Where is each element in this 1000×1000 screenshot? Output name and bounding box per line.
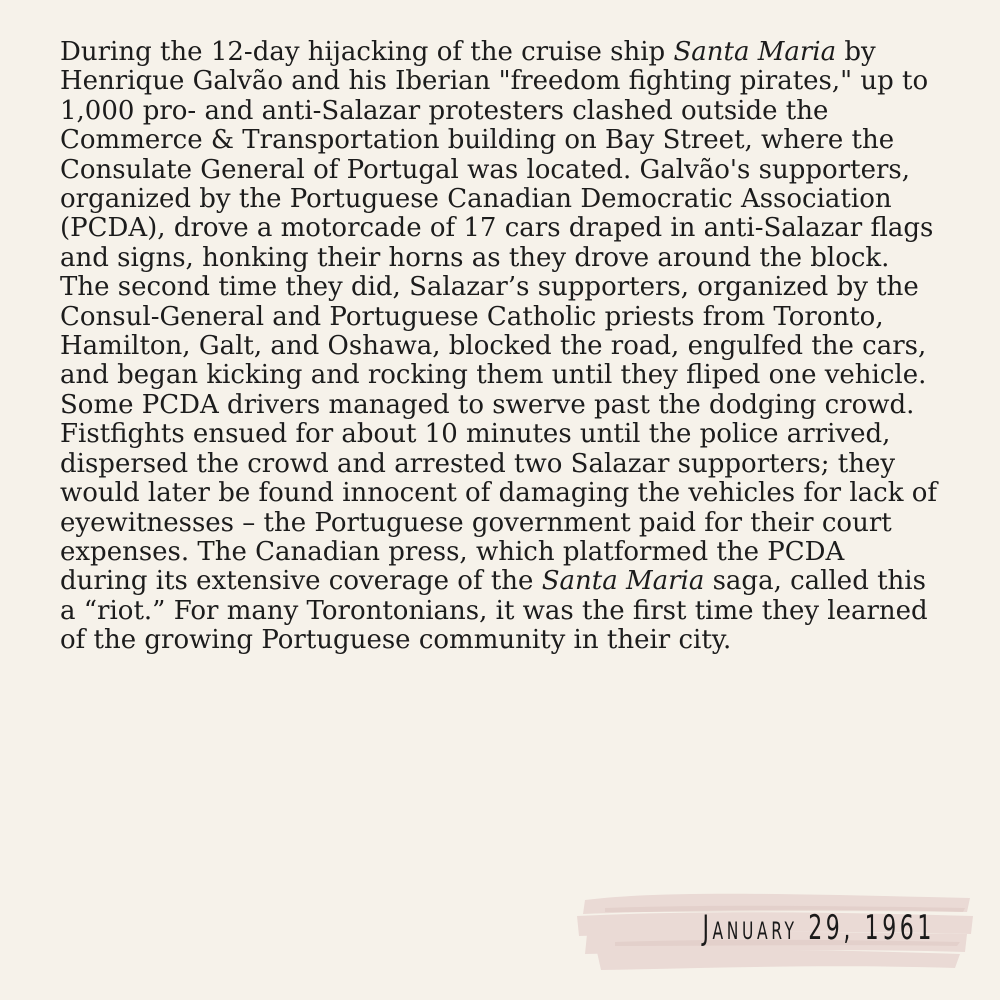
ship-name-2: Santa Maria [541, 566, 705, 597]
ship-name-1: Santa Maria [673, 37, 837, 67]
date-stamp [575, 882, 975, 982]
article-text-part-3: saga, called this a “riot.” For many Torontonians, it was the first time they learned of the growing Portuguese community in their city. [60, 566, 928, 656]
date-label: January 29, 1961 [702, 908, 935, 948]
article-text [60, 38, 940, 656]
article-text-part-2: by Henrique Galvão and his Iberian "freedom fighting pirates," up to 1,000 pro- and anti-Salazar protesters clashed outside the Commerce & Transportation building on Bay Street, where the Consulate General of Portugal was located. Galvão's supporters, organized by the Portuguese Canadian Democratic Association (PCDA), drove a motorcade of 17 cars draped in anti-Salazar flags and signs, honking their horns as they drove around the block. The second time they did, Salazar’s supporters, organized by the Consul-General and Portuguese Catholic priests from Toronto, Hamilton, Galt, and Oshawa, blocked the road, engulfed the cars, and began kicking and rocking them until they fliped one vehicle. Some PCDA drivers managed to swerve past the dodging crowd. Fistfights ensued for about 10 minutes until the police arrived, dispersed the crowd and arrested two Salazar supporters; they would later be found innocent of damaging the vehicles for lack of eyewitnesses – the Portuguese government paid for their court expenses. The Canadian press, which platformed the PCDA during its extensive coverage of the [60, 37, 938, 597]
article-text-part-1: During the 12-day hijacking of the cruise ship [60, 37, 674, 67]
